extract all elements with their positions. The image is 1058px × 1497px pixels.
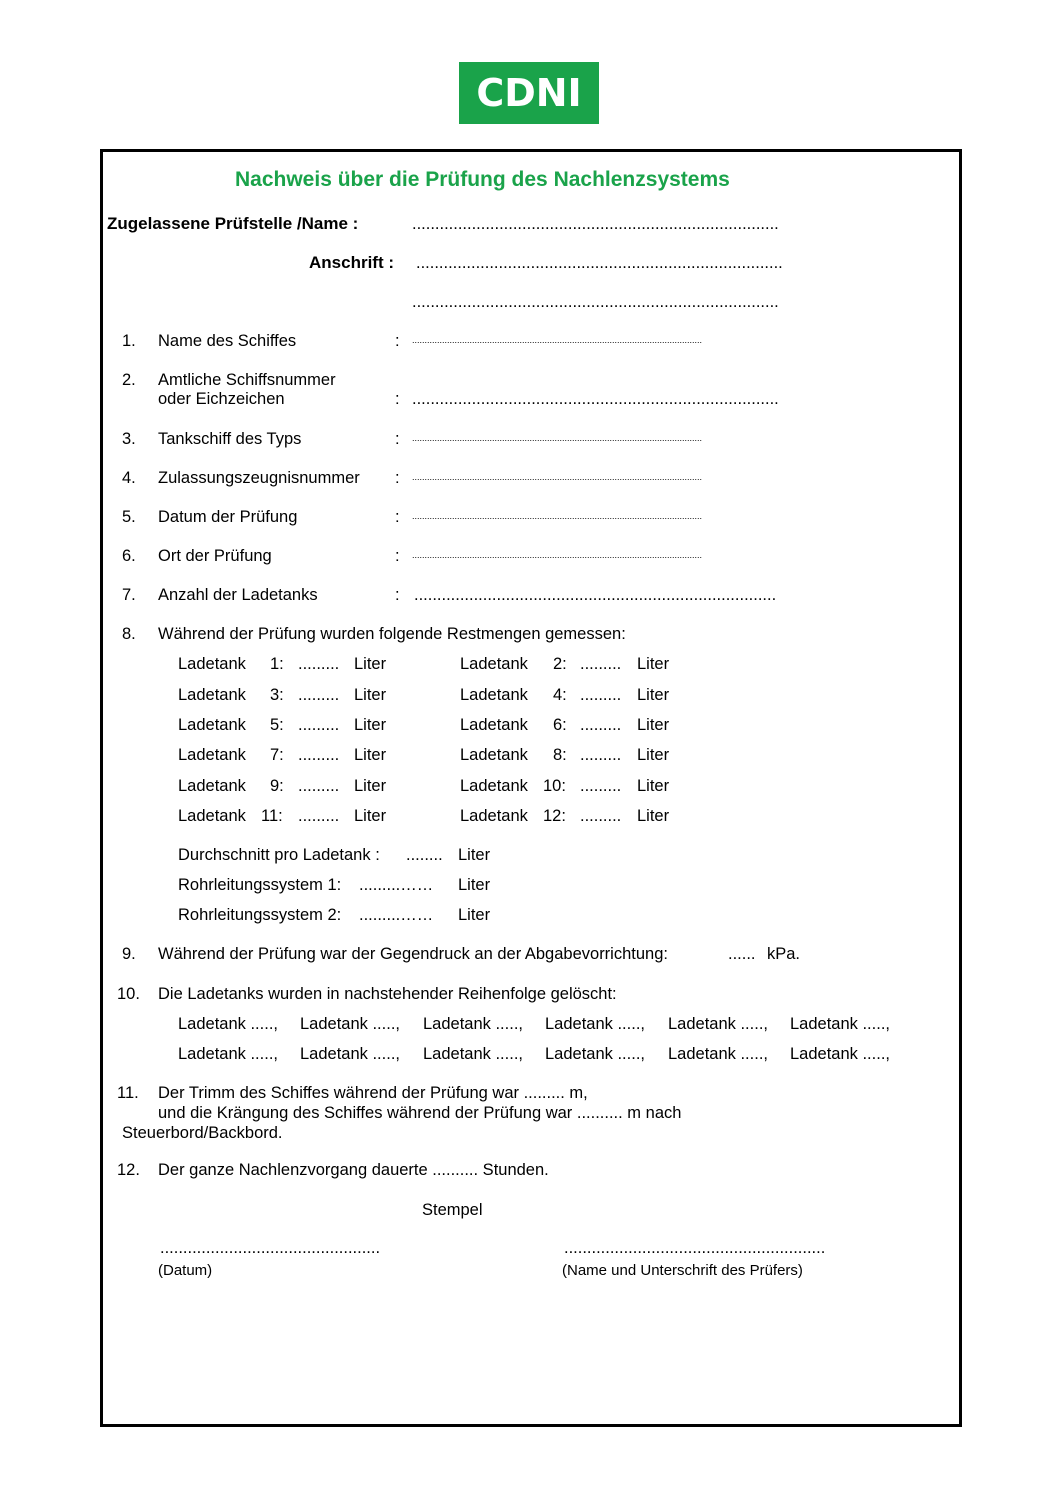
- tank-value-field[interactable]: .........: [580, 777, 622, 795]
- colon: :: [395, 430, 400, 448]
- tank-unit: Liter: [354, 746, 387, 764]
- pressure-field[interactable]: ......: [728, 945, 756, 963]
- tank-label: Ladetank: [460, 686, 528, 704]
- item-number: 9.: [122, 945, 136, 963]
- colon: :: [395, 469, 400, 487]
- tank-label: Ladetank: [460, 655, 528, 673]
- item-label-tank-count: Anzahl der Ladetanks: [158, 586, 318, 604]
- pipe1-field[interactable]: .........……: [359, 876, 434, 894]
- item-label-certificate: Zulassungszeugnisnummer: [158, 469, 360, 487]
- tank-label: Ladetank: [178, 716, 246, 734]
- tank-number: 12:: [543, 807, 566, 825]
- tank-label: Ladetank: [460, 716, 528, 734]
- examiner-signature-field[interactable]: .........................................................: [564, 1239, 826, 1257]
- tank-number: 4:: [553, 686, 567, 704]
- tank-number: 1:: [270, 655, 284, 673]
- unload-order-field[interactable]: Ladetank .....,: [668, 1015, 768, 1033]
- item-number: 10.: [117, 985, 140, 1003]
- item-number: 3.: [122, 430, 136, 448]
- tank-value-field[interactable]: .........: [298, 716, 340, 734]
- tank-label: Ladetank: [178, 746, 246, 764]
- anschrift-field-2[interactable]: ................................................................................: [412, 293, 779, 311]
- tank-value-field[interactable]: .........: [298, 777, 340, 795]
- item-label-place: Ort der Prüfung: [158, 547, 272, 565]
- item10-text: Die Ladetanks wurden in nachstehender Reihenfolge gelöscht:: [158, 985, 617, 1003]
- unload-order-field[interactable]: Ladetank .....,: [545, 1045, 645, 1063]
- tank-value-field[interactable]: .........: [298, 807, 340, 825]
- tank-unit: Liter: [637, 655, 670, 673]
- name-field[interactable]: ....................................................................................................................: [412, 335, 703, 345]
- item-number: 1.: [122, 332, 136, 350]
- item-number: 6.: [122, 547, 136, 565]
- tank-value-field[interactable]: .........: [580, 716, 622, 734]
- ship-number-field[interactable]: ................................................................................: [412, 390, 779, 408]
- tank-value-field[interactable]: .........: [580, 746, 622, 764]
- tank-unit: Liter: [637, 686, 670, 704]
- pipe2-label: Rohrleitungssystem 2:: [178, 906, 342, 924]
- tank-label: Ladetank: [178, 807, 246, 825]
- pipe1-unit: Liter: [458, 876, 491, 894]
- tank-number: 7:: [270, 746, 284, 764]
- colon: :: [395, 390, 400, 408]
- tank-unit: Liter: [354, 686, 387, 704]
- type-field[interactable]: ....................................................................................................................: [412, 433, 703, 443]
- item-label-date: Datum der Prüfung: [158, 508, 298, 526]
- tank-unit: Liter: [637, 746, 670, 764]
- tank-number: 8:: [553, 746, 567, 764]
- pruefstelle-label: Zugelassene Prüfstelle /Name :: [107, 214, 359, 233]
- unload-order-field[interactable]: Ladetank .....,: [423, 1015, 523, 1033]
- item9-text: Während der Prüfung war der Gegendruck an der Abgabevorrichtung:: [158, 945, 668, 963]
- unload-order-field[interactable]: Ladetank .....,: [545, 1015, 645, 1033]
- tank-number: 3:: [270, 686, 284, 704]
- tank-unit: Liter: [637, 716, 670, 734]
- item-number: 7.: [122, 586, 136, 604]
- item-label-residues: Während der Prüfung wurden folgende Restmengen gemessen:: [158, 625, 626, 643]
- pipe2-unit: Liter: [458, 906, 491, 924]
- pressure-unit: kPa.: [767, 945, 801, 963]
- item-label-type: Tankschiff des Typs: [158, 430, 302, 448]
- unload-order-field[interactable]: Ladetank .....,: [668, 1045, 768, 1063]
- colon: :: [395, 586, 400, 604]
- tank-number: 5:: [270, 716, 284, 734]
- pruefstelle-field[interactable]: ................................................................................: [412, 215, 779, 233]
- tank-number: 6:: [553, 716, 567, 734]
- colon: :: [395, 332, 400, 350]
- average-field[interactable]: ........: [406, 846, 443, 864]
- colon: :: [395, 508, 400, 526]
- tank-label: Ladetank: [460, 746, 528, 764]
- tank-label: Ladetank: [460, 777, 528, 795]
- examiner-caption: (Name und Unterschrift des Prüfers): [562, 1262, 803, 1279]
- certificate-field[interactable]: ....................................................................................................................: [412, 472, 703, 482]
- average-unit: Liter: [458, 846, 491, 864]
- unload-order-field[interactable]: Ladetank .....,: [423, 1045, 523, 1063]
- tank-value-field[interactable]: .........: [580, 655, 622, 673]
- tank-number: 11:: [261, 807, 283, 825]
- date-signature-field[interactable]: ................................................: [160, 1239, 381, 1257]
- tank-unit: Liter: [354, 655, 387, 673]
- tank-label: Ladetank: [460, 807, 528, 825]
- place-field[interactable]: ....................................................................................................................: [412, 550, 703, 560]
- unload-order-field[interactable]: Ladetank .....,: [178, 1045, 278, 1063]
- date-caption: (Datum): [158, 1262, 213, 1279]
- item-label-eichzeichen: oder Eichzeichen: [158, 390, 285, 408]
- tank-unit: Liter: [637, 807, 670, 825]
- anschrift-label: Anschrift :: [309, 253, 394, 272]
- heel-direction-text: Steuerbord/Backbord.: [122, 1124, 283, 1142]
- tank-number: 10:: [543, 777, 566, 795]
- average-label: Durchschnitt pro Ladetank :: [178, 846, 380, 864]
- date-field[interactable]: ....................................................................................................................: [412, 511, 703, 521]
- item-label-ship-number: Amtliche Schiffsnummer: [158, 371, 336, 389]
- item-label-name: Name des Schiffes: [158, 332, 297, 350]
- item-number: 8.: [122, 625, 136, 643]
- cdni-logo: CDNI: [459, 62, 599, 124]
- heel-text: und die Krängung des Schiffes während der Prüfung war .......... m nach: [158, 1104, 682, 1122]
- unload-order-field[interactable]: Ladetank .....,: [300, 1045, 400, 1063]
- unload-order-field[interactable]: Ladetank .....,: [300, 1015, 400, 1033]
- tank-label: Ladetank: [178, 777, 246, 795]
- item-number: 5.: [122, 508, 136, 526]
- duration-text: Der ganze Nachlenzvorgang dauerte .......... Stunden.: [158, 1161, 549, 1179]
- tank-value-field[interactable]: .........: [298, 655, 340, 673]
- pipe1-label: Rohrleitungssystem 1:: [178, 876, 342, 894]
- unload-order-field[interactable]: Ladetank .....,: [178, 1015, 278, 1033]
- tank-label: Ladetank: [178, 686, 246, 704]
- stamp-label: Stempel: [422, 1201, 483, 1219]
- item-number: 11.: [117, 1084, 139, 1102]
- trim-text: Der Trimm des Schiffes während der Prüfung war ......... m,: [158, 1084, 588, 1102]
- tank-number: 2:: [553, 655, 567, 673]
- tank-unit: Liter: [354, 777, 387, 795]
- unload-order-field[interactable]: Ladetank .....,: [790, 1045, 890, 1063]
- tank-unit: Liter: [637, 777, 670, 795]
- unload-order-field[interactable]: Ladetank .....,: [790, 1015, 890, 1033]
- anschrift-field-1[interactable]: ................................................................................: [416, 254, 783, 272]
- form-title: Nachweis über die Prüfung des Nachlenzsystems: [235, 168, 730, 191]
- tank-value-field[interactable]: .........: [580, 686, 622, 704]
- tank-count-field[interactable]: ...............................................................................: [414, 586, 777, 604]
- tank-value-field[interactable]: .........: [580, 807, 622, 825]
- pipe2-field[interactable]: .........……: [359, 906, 434, 924]
- item-number: 2.: [122, 371, 136, 389]
- item-number: 4.: [122, 469, 136, 487]
- tank-number: 9:: [270, 777, 284, 795]
- tank-unit: Liter: [354, 716, 387, 734]
- tank-label: Ladetank: [178, 655, 246, 673]
- tank-value-field[interactable]: .........: [298, 746, 340, 764]
- colon: :: [395, 547, 400, 565]
- tank-value-field[interactable]: .........: [298, 686, 340, 704]
- item-number: 12.: [117, 1161, 140, 1179]
- tank-unit: Liter: [354, 807, 387, 825]
